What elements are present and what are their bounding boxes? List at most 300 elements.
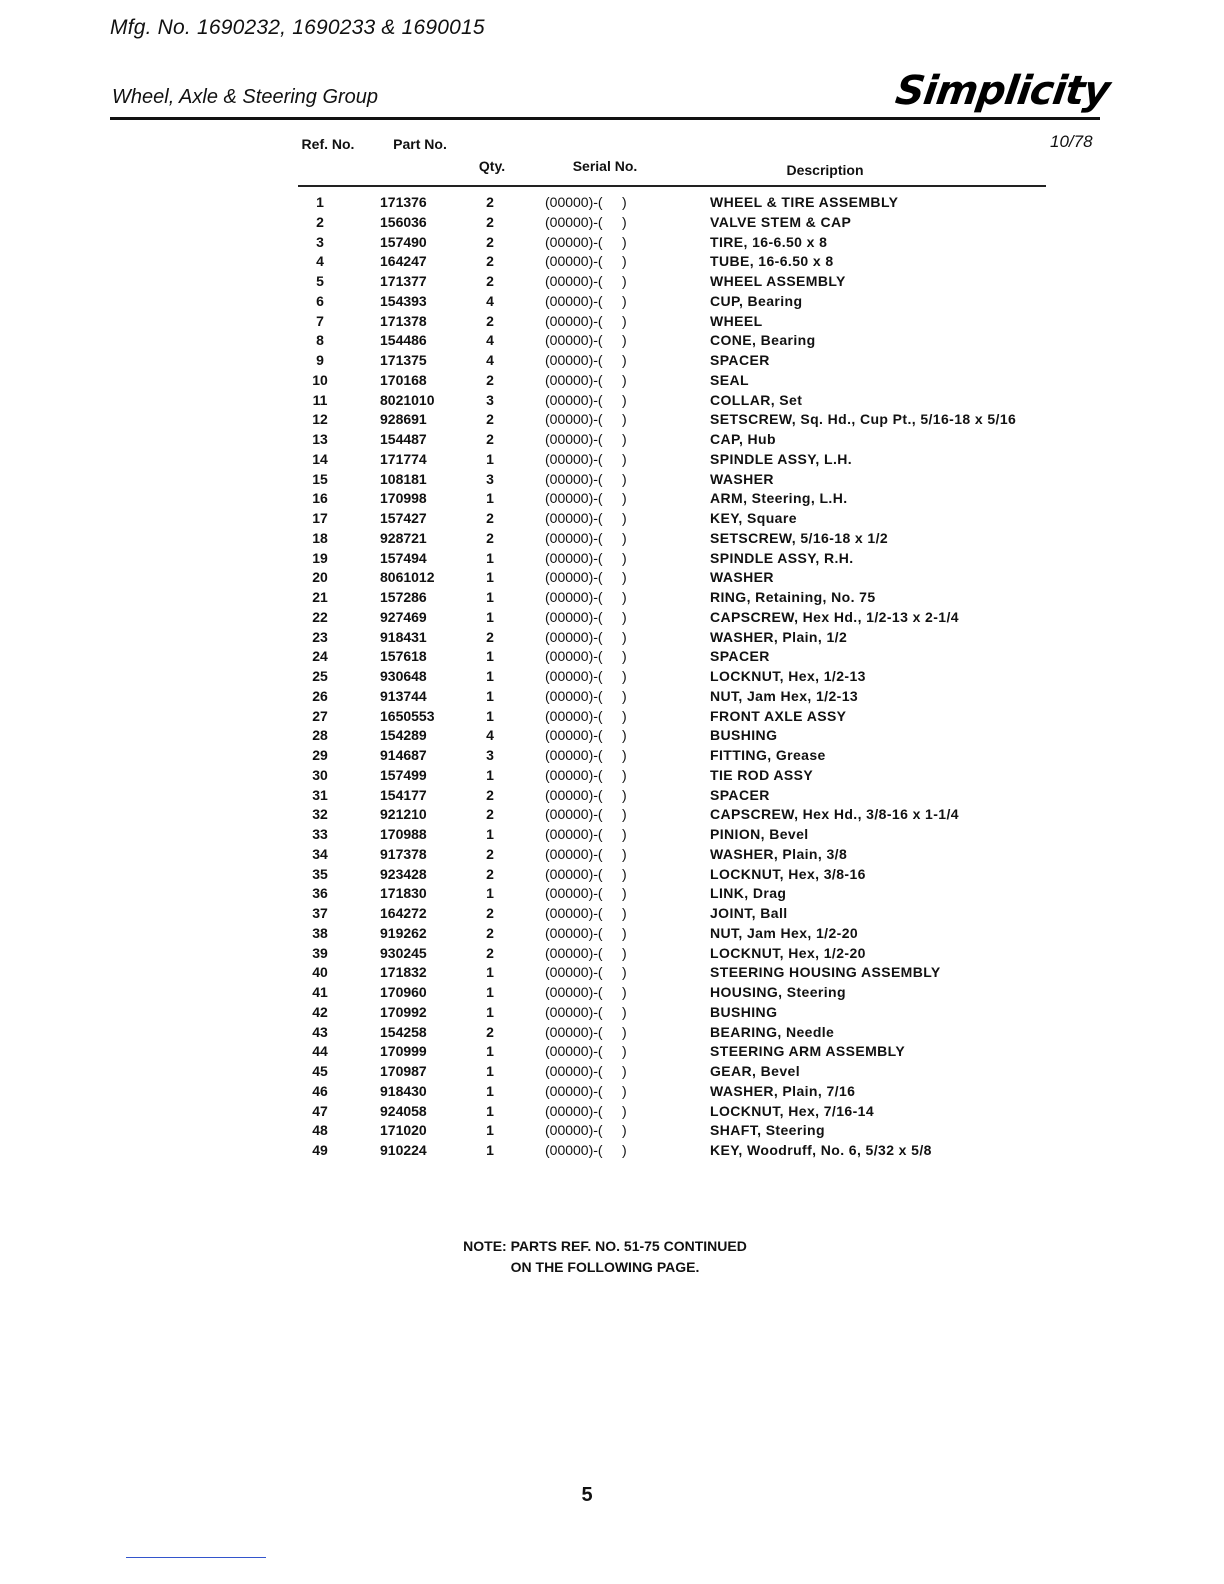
cell-desc: NUT, Jam Hex, 1/2-20 — [710, 924, 859, 941]
table-row — [0, 330, 1224, 350]
cell-qty: 4 — [486, 292, 494, 309]
cell-ref: 44 — [312, 1043, 328, 1060]
cell-part: 170999 — [380, 1043, 427, 1060]
cell-part: 170988 — [380, 826, 427, 842]
table-row — [0, 1081, 1224, 1101]
cell-desc: LOCKNUT, Hex, 1/2-20 — [710, 944, 866, 961]
cell-qty: 4 — [486, 352, 494, 368]
cell-desc: CAPSCREW, Hex Hd., 1/2-13 x 2-1/4 — [710, 608, 959, 625]
cell-ref: 19 — [312, 549, 328, 566]
cell-qty: 2 — [486, 905, 494, 921]
cell-part: 157618 — [380, 648, 427, 665]
cell-ref: 23 — [312, 628, 328, 645]
cell-ref: 25 — [312, 668, 328, 684]
table-row — [0, 1022, 1224, 1042]
cell-qty: 1 — [486, 490, 494, 507]
cell-desc: SPINDLE ASSY, R.H. — [710, 549, 854, 566]
cell-qty: 4 — [486, 332, 494, 349]
cell-serial: (00000)-( ) — [545, 273, 627, 289]
cell-serial: (00000)-( ) — [545, 213, 627, 230]
cell-serial: (00000)-( ) — [545, 411, 627, 428]
cell-desc: CUP, Bearing — [710, 292, 803, 309]
cell-serial: (00000)-( ) — [545, 1122, 627, 1139]
cell-ref: 8 — [316, 332, 324, 349]
cell-part: 154177 — [380, 786, 427, 803]
cell-ref: 40 — [312, 964, 328, 981]
cell-part: 170998 — [380, 490, 427, 507]
cell-part: 924058 — [380, 1102, 427, 1119]
table-row — [0, 232, 1224, 252]
table-row — [0, 903, 1224, 923]
cell-desc: WASHER — [710, 569, 774, 586]
table-row — [0, 350, 1224, 370]
cell-ref: 13 — [312, 431, 328, 447]
table-row — [0, 785, 1224, 805]
cell-serial: (00000)-( ) — [545, 608, 627, 625]
cell-serial: (00000)-( ) — [545, 431, 627, 447]
table-row — [0, 548, 1224, 568]
cell-serial: (00000)-( ) — [545, 371, 627, 388]
cell-serial: (00000)-( ) — [545, 786, 627, 803]
cell-part: 8061012 — [380, 569, 435, 586]
cell-part: 170987 — [380, 1063, 427, 1079]
cell-ref: 17 — [312, 510, 328, 526]
cell-part: 910224 — [380, 1142, 427, 1158]
cell-qty: 2 — [486, 431, 494, 447]
cell-ref: 43 — [312, 1023, 328, 1040]
cell-ref: 22 — [312, 608, 328, 625]
cell-serial: (00000)-( ) — [545, 1003, 627, 1020]
cell-ref: 11 — [312, 391, 328, 408]
cell-serial: (00000)-( ) — [545, 549, 627, 566]
cell-qty: 2 — [486, 312, 494, 329]
cell-desc: SETSCREW, 5/16-18 x 1/2 — [710, 529, 889, 546]
cell-ref: 2 — [316, 213, 324, 230]
cell-desc: JOINT, Ball — [710, 905, 788, 921]
cell-desc: SPACER — [710, 786, 770, 803]
cell-qty: 1 — [486, 885, 494, 902]
cell-serial: (00000)-( ) — [545, 1082, 627, 1099]
cell-part: 171375 — [380, 352, 427, 368]
cell-desc: TUBE, 16-6.50 x 8 — [710, 253, 834, 270]
cell-part: 171774 — [380, 450, 427, 467]
cell-ref: 16 — [312, 490, 328, 507]
cell-ref: 5 — [316, 273, 324, 289]
cell-serial: (00000)-( ) — [545, 924, 627, 941]
cell-part: 157490 — [380, 233, 427, 250]
footer-rule — [126, 1557, 266, 1558]
cell-ref: 26 — [312, 687, 328, 704]
cell-part: 919262 — [380, 924, 427, 941]
cell-part: 923428 — [380, 865, 427, 882]
table-row — [0, 824, 1224, 844]
cell-ref: 32 — [312, 806, 328, 823]
table-row — [0, 1061, 1224, 1081]
cell-serial: (00000)-( ) — [545, 1142, 627, 1158]
cell-serial: (00000)-( ) — [545, 233, 627, 250]
cell-desc: CAP, Hub — [710, 431, 776, 447]
table-row — [0, 686, 1224, 706]
cell-desc: FITTING, Grease — [710, 747, 826, 763]
cell-part: 108181 — [380, 470, 427, 487]
cell-serial: (00000)-( ) — [545, 1102, 627, 1119]
cell-desc: FRONT AXLE ASSY — [710, 707, 847, 724]
col-header-description: Description — [786, 162, 864, 178]
cell-ref: 47 — [312, 1102, 328, 1119]
cell-ref: 7 — [316, 312, 324, 329]
cell-part: 154486 — [380, 332, 427, 349]
cell-qty: 2 — [486, 371, 494, 388]
cell-desc: COLLAR, Set — [710, 391, 803, 408]
cell-serial: (00000)-( ) — [545, 648, 627, 665]
cell-part: 154393 — [380, 292, 427, 309]
cell-qty: 1 — [486, 964, 494, 981]
cell-part: 156036 — [380, 213, 427, 230]
table-row — [0, 291, 1224, 311]
cell-desc: RING, Retaining, No. 75 — [710, 589, 876, 605]
cell-part: 918430 — [380, 1082, 427, 1099]
cell-ref: 33 — [312, 826, 328, 842]
cell-qty: 2 — [486, 213, 494, 230]
cell-ref: 12 — [312, 411, 328, 428]
cell-qty: 4 — [486, 727, 494, 744]
cell-ref: 15 — [312, 470, 328, 487]
cell-qty: 2 — [486, 944, 494, 961]
table-row — [0, 271, 1224, 291]
cell-serial: (00000)-( ) — [545, 826, 627, 842]
table-row — [0, 1041, 1224, 1061]
cell-serial: (00000)-( ) — [545, 391, 627, 408]
cell-serial: (00000)-( ) — [545, 687, 627, 704]
cell-qty: 3 — [486, 391, 494, 408]
cell-qty: 1 — [486, 1043, 494, 1060]
col-header-qty: Qty. — [478, 158, 506, 174]
cell-qty: 1 — [486, 668, 494, 684]
col-header-ref: Ref. No. — [301, 136, 355, 152]
cell-part: 164247 — [380, 253, 427, 270]
cell-desc: GEAR, Bevel — [710, 1063, 800, 1079]
cell-desc: WASHER — [710, 470, 774, 487]
cell-qty: 1 — [486, 1122, 494, 1139]
cell-qty: 3 — [486, 470, 494, 487]
note-line-1: NOTE: PARTS REF. NO. 51-75 CONTINUED — [463, 1238, 747, 1254]
cell-desc: PINION, Bevel — [710, 826, 809, 842]
cell-serial: (00000)-( ) — [545, 352, 627, 368]
cell-qty: 2 — [486, 194, 494, 210]
cell-ref: 28 — [312, 727, 328, 744]
cell-serial: (00000)-( ) — [545, 984, 627, 1000]
cell-part: 913744 — [380, 687, 427, 704]
table-row — [0, 469, 1224, 489]
cell-serial: (00000)-( ) — [545, 1023, 627, 1040]
table-row — [0, 587, 1224, 607]
cell-desc: SPINDLE ASSY, L.H. — [710, 450, 853, 467]
cell-serial: (00000)-( ) — [545, 332, 627, 349]
cell-part: 171830 — [380, 885, 427, 902]
cell-serial: (00000)-( ) — [545, 944, 627, 961]
cell-serial: (00000)-( ) — [545, 490, 627, 507]
table-row — [0, 627, 1224, 647]
cell-part: 928721 — [380, 529, 427, 546]
table-row — [0, 429, 1224, 449]
cell-desc: TIE ROD ASSY — [710, 766, 814, 783]
cell-desc: LINK, Drag — [710, 885, 787, 902]
cell-serial: (00000)-( ) — [545, 905, 627, 921]
cell-part: 928691 — [380, 411, 427, 428]
cell-serial: (00000)-( ) — [545, 885, 627, 902]
cell-serial: (00000)-( ) — [545, 470, 627, 487]
table-row — [0, 883, 1224, 903]
cell-ref: 36 — [312, 885, 328, 902]
cell-qty: 2 — [486, 253, 494, 270]
cell-part: 170168 — [380, 371, 427, 388]
table-row — [0, 409, 1224, 429]
col-header-part: Part No. — [393, 136, 447, 152]
group-title: Wheel, Axle & Steering Group — [112, 86, 379, 108]
cell-serial: (00000)-( ) — [545, 668, 627, 684]
cell-part: 164272 — [380, 905, 427, 921]
cell-desc: LOCKNUT, Hex, 1/2-13 — [710, 668, 866, 684]
cell-ref: 39 — [312, 944, 328, 961]
cell-qty: 1 — [486, 648, 494, 665]
cell-ref: 10 — [312, 371, 328, 388]
cell-ref: 34 — [312, 845, 328, 862]
cell-ref: 24 — [312, 648, 328, 665]
revision-date: 10/78 — [1050, 132, 1093, 151]
cell-qty: 2 — [486, 865, 494, 882]
table-row — [0, 251, 1224, 271]
cell-qty: 1 — [486, 984, 494, 1000]
cell-part: 917378 — [380, 845, 427, 862]
cell-part: 154289 — [380, 727, 427, 744]
cell-ref: 14 — [312, 450, 328, 467]
cell-serial: (00000)-( ) — [545, 529, 627, 546]
cell-desc: SPACER — [710, 648, 770, 665]
table-row — [0, 488, 1224, 508]
cell-qty: 1 — [486, 589, 494, 605]
cell-qty: 3 — [486, 747, 494, 763]
cell-ref: 31 — [312, 786, 328, 803]
cell-qty: 1 — [486, 1003, 494, 1020]
table-row — [0, 646, 1224, 666]
cell-ref: 30 — [312, 766, 328, 783]
cell-serial: (00000)-( ) — [545, 194, 627, 210]
cell-serial: (00000)-( ) — [545, 1063, 627, 1079]
cell-part: 171020 — [380, 1122, 427, 1139]
cell-ref: 3 — [316, 233, 324, 250]
continuation-note — [420, 1236, 790, 1278]
cell-qty: 2 — [486, 411, 494, 428]
cell-part: 157427 — [380, 510, 427, 526]
table-row — [0, 311, 1224, 331]
col-header-serial: Serial No. — [572, 158, 638, 174]
table-row — [0, 390, 1224, 410]
cell-serial: (00000)-( ) — [545, 865, 627, 882]
table-row — [0, 982, 1224, 1002]
cell-ref: 41 — [312, 984, 328, 1000]
cell-desc: BEARING, Needle — [710, 1023, 835, 1040]
cell-qty: 2 — [486, 510, 494, 526]
cell-desc: WHEEL — [710, 312, 763, 329]
cell-serial: (00000)-( ) — [545, 1043, 627, 1060]
cell-qty: 1 — [486, 687, 494, 704]
mfg-number: Mfg. No. 1690232, 1690233 & 1690015 — [110, 16, 485, 39]
cell-ref: 49 — [312, 1142, 328, 1158]
cell-ref: 20 — [312, 569, 328, 586]
cell-qty: 1 — [486, 826, 494, 842]
cell-serial: (00000)-( ) — [545, 589, 627, 605]
cell-serial: (00000)-( ) — [545, 707, 627, 724]
table-row — [0, 666, 1224, 686]
table-row — [0, 449, 1224, 469]
cell-part: 157499 — [380, 766, 427, 783]
table-row — [0, 943, 1224, 963]
cell-desc: WASHER, Plain, 7/16 — [710, 1082, 856, 1099]
cell-ref: 38 — [312, 924, 328, 941]
cell-ref: 9 — [316, 352, 324, 368]
cell-ref: 42 — [312, 1003, 328, 1020]
brand-logo: Simplicity — [892, 68, 1113, 114]
cell-desc: WASHER, Plain, 1/2 — [710, 628, 848, 645]
cell-ref: 29 — [312, 747, 328, 763]
cell-qty: 2 — [486, 529, 494, 546]
cell-ref: 37 — [312, 905, 328, 921]
table-row — [0, 923, 1224, 943]
cell-qty: 2 — [486, 1023, 494, 1040]
cell-serial: (00000)-( ) — [545, 806, 627, 823]
table-header-rule — [298, 185, 1046, 187]
cell-desc: WASHER, Plain, 3/8 — [710, 845, 848, 862]
table-row — [0, 864, 1224, 884]
cell-part: 918431 — [380, 628, 427, 645]
table-row — [0, 1002, 1224, 1022]
cell-qty: 1 — [486, 569, 494, 586]
page-number: 5 — [581, 1484, 593, 1506]
cell-qty: 1 — [486, 766, 494, 783]
cell-ref: 18 — [312, 529, 328, 546]
cell-desc: CONE, Bearing — [710, 332, 816, 349]
note-line-2: ON THE FOLLOWING PAGE. — [510, 1259, 700, 1275]
cell-desc: KEY, Woodruff, No. 6, 5/32 x 5/8 — [710, 1142, 932, 1158]
cell-qty: 1 — [486, 549, 494, 566]
cell-qty: 2 — [486, 628, 494, 645]
cell-desc: ARM, Steering, L.H. — [710, 490, 848, 507]
cell-part: 1650553 — [380, 707, 435, 724]
cell-qty: 2 — [486, 273, 494, 289]
table-row — [0, 567, 1224, 587]
table-row — [0, 706, 1224, 726]
cell-part: 170992 — [380, 1003, 427, 1020]
cell-serial: (00000)-( ) — [545, 569, 627, 586]
cell-desc: BUSHING — [710, 727, 778, 744]
cell-ref: 1 — [316, 194, 324, 210]
cell-ref: 45 — [312, 1063, 328, 1079]
cell-ref: 21 — [312, 589, 328, 605]
cell-qty: 2 — [486, 806, 494, 823]
cell-desc: WHEEL & TIRE ASSEMBLY — [710, 194, 899, 210]
cell-desc: SETSCREW, Sq. Hd., Cup Pt., 5/16-18 x 5/16 — [710, 411, 1017, 428]
cell-serial: (00000)-( ) — [545, 747, 627, 763]
cell-part: 914687 — [380, 747, 427, 763]
header-rule — [110, 117, 1100, 120]
cell-ref: 48 — [312, 1122, 328, 1139]
cell-qty: 2 — [486, 786, 494, 803]
cell-serial: (00000)-( ) — [545, 450, 627, 467]
cell-desc: WHEEL ASSEMBLY — [710, 273, 846, 289]
cell-serial: (00000)-( ) — [545, 292, 627, 309]
cell-serial: (00000)-( ) — [545, 845, 627, 862]
table-row — [0, 765, 1224, 785]
cell-desc: SEAL — [710, 371, 749, 388]
cell-qty: 1 — [486, 450, 494, 467]
cell-ref: 46 — [312, 1082, 328, 1099]
table-row — [0, 962, 1224, 982]
cell-serial: (00000)-( ) — [545, 766, 627, 783]
cell-qty: 1 — [486, 608, 494, 625]
cell-qty: 2 — [486, 233, 494, 250]
cell-desc: LOCKNUT, Hex, 7/16-14 — [710, 1102, 875, 1119]
cell-desc: STEERING HOUSING ASSEMBLY — [710, 964, 941, 981]
cell-serial: (00000)-( ) — [545, 964, 627, 981]
table-row — [0, 1120, 1224, 1140]
table-row — [0, 844, 1224, 864]
cell-qty: 1 — [486, 707, 494, 724]
cell-part: 154258 — [380, 1023, 427, 1040]
cell-serial: (00000)-( ) — [545, 510, 627, 526]
table-row — [0, 725, 1224, 745]
cell-desc: STEERING ARM ASSEMBLY — [710, 1043, 906, 1060]
cell-ref: 35 — [312, 865, 328, 882]
cell-part: 8021010 — [380, 391, 435, 408]
cell-part: 171378 — [380, 312, 427, 329]
table-row — [0, 508, 1224, 528]
table-row — [0, 804, 1224, 824]
cell-part: 171377 — [380, 273, 427, 289]
cell-qty: 1 — [486, 1142, 494, 1158]
cell-part: 170960 — [380, 984, 427, 1000]
cell-serial: (00000)-( ) — [545, 727, 627, 744]
table-row — [0, 370, 1224, 390]
cell-part: 171832 — [380, 964, 427, 981]
table-row — [0, 607, 1224, 627]
cell-desc: HOUSING, Steering — [710, 984, 846, 1000]
cell-desc: LOCKNUT, Hex, 3/8-16 — [710, 865, 866, 882]
cell-desc: CAPSCREW, Hex Hd., 3/8-16 x 1-1/4 — [710, 806, 959, 823]
cell-qty: 1 — [486, 1102, 494, 1119]
cell-serial: (00000)-( ) — [545, 253, 627, 270]
cell-qty: 1 — [486, 1063, 494, 1079]
cell-part: 930648 — [380, 668, 427, 684]
cell-qty: 2 — [486, 924, 494, 941]
cell-part: 930245 — [380, 944, 427, 961]
cell-ref: 4 — [316, 253, 324, 270]
cell-qty: 1 — [486, 1082, 494, 1099]
table-row — [0, 528, 1224, 548]
table-row — [0, 1140, 1224, 1160]
table-row — [0, 745, 1224, 765]
table-row — [0, 212, 1224, 232]
cell-ref: 6 — [316, 292, 324, 309]
cell-serial: (00000)-( ) — [545, 312, 627, 329]
cell-part: 921210 — [380, 806, 427, 823]
cell-part: 927469 — [380, 608, 427, 625]
cell-part: 157494 — [380, 549, 427, 566]
cell-desc: TIRE, 16-6.50 x 8 — [710, 233, 828, 250]
cell-desc: BUSHING — [710, 1003, 778, 1020]
cell-desc: KEY, Square — [710, 510, 797, 526]
cell-desc: SPACER — [710, 352, 770, 368]
table-row — [0, 1101, 1224, 1121]
